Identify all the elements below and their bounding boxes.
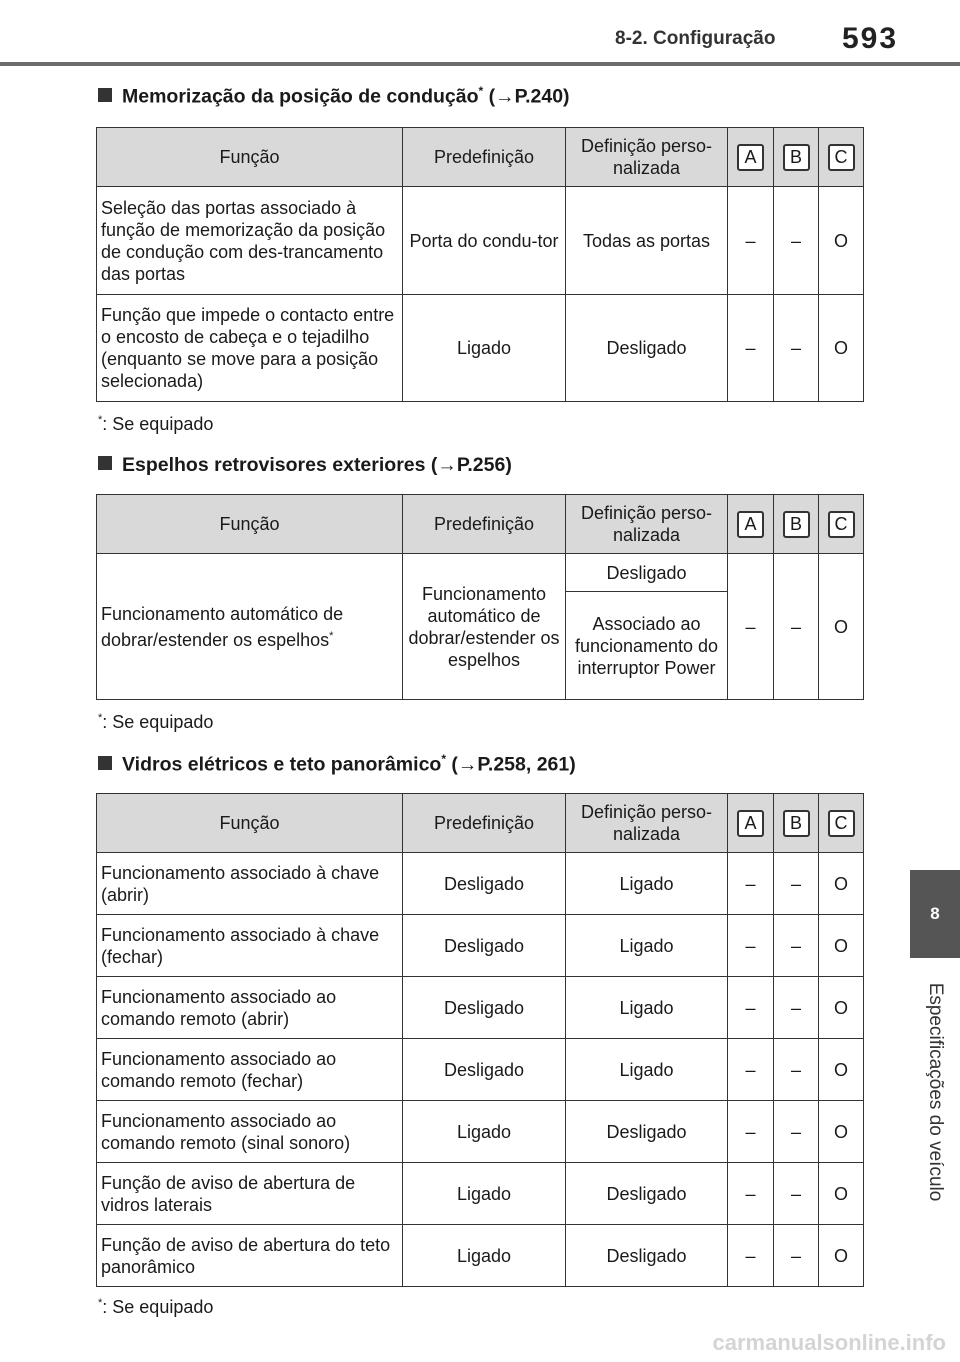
- cell-a: –: [728, 187, 774, 295]
- header-funcao: Função: [97, 794, 403, 853]
- cell-default: Ligado: [403, 1225, 566, 1287]
- header-b: [774, 794, 819, 853]
- cell-b: –: [774, 1163, 819, 1225]
- table-row: [97, 1101, 864, 1163]
- cell-a: –: [728, 977, 774, 1039]
- table-row: [97, 187, 864, 295]
- cell-a: –: [728, 915, 774, 977]
- cell-a: –: [728, 1101, 774, 1163]
- cell-b: –: [774, 853, 819, 915]
- header-c: [819, 794, 864, 853]
- chapter-tab: 8: [910, 870, 960, 958]
- key-a-badge: A: [737, 810, 764, 837]
- cell-c: O: [819, 977, 864, 1039]
- footnote: *: Se equipado: [98, 414, 214, 434]
- cell-default: Ligado: [403, 295, 566, 402]
- table-row: [97, 977, 864, 1039]
- header-predefinicao: Predefinição: [403, 495, 566, 554]
- key-c-badge: C: [828, 511, 855, 538]
- cell-custom: Desligado: [566, 1163, 728, 1225]
- cell-custom: Desligado: [566, 1101, 728, 1163]
- cell-default: Desligado: [403, 853, 566, 915]
- page-number: 593: [842, 22, 899, 55]
- table-memorizacao: [96, 127, 864, 402]
- watermark: carmanualsonline.info: [712, 1330, 946, 1355]
- square-bullet-icon: [98, 756, 112, 770]
- header-a: [728, 495, 774, 554]
- section-title-vidros: Vidros elétricos e teto panorâmico* (→P.258, 261): [98, 752, 576, 777]
- cell-custom: Ligado: [566, 1039, 728, 1101]
- header-funcao: Função: [97, 128, 403, 187]
- key-a-badge: A: [737, 144, 764, 171]
- cell-custom: Todas as portas: [566, 187, 728, 295]
- chapter-label: Especificações do veículo: [925, 982, 946, 1202]
- cell-c: O: [819, 554, 864, 700]
- cell-custom: Ligado: [566, 915, 728, 977]
- table-espelhos: [96, 494, 864, 700]
- table-row: [97, 554, 864, 592]
- cell-function: Funcionamento automático de dobrar/estender os espelhos*: [97, 554, 403, 700]
- cell-b: –: [774, 295, 819, 402]
- header-c: [819, 495, 864, 554]
- cell-default: Desligado: [403, 1039, 566, 1101]
- cell-default: Desligado: [403, 977, 566, 1039]
- header-predefinicao: Predefinição: [403, 794, 566, 853]
- cell-custom-option: Associado ao funcionamento do interruptor Power: [566, 592, 728, 700]
- cell-default: Ligado: [403, 1101, 566, 1163]
- table-row: [97, 1225, 864, 1287]
- cell-custom-option: Desligado: [566, 554, 728, 592]
- table-row: [97, 1039, 864, 1101]
- header-b: [774, 128, 819, 187]
- table-row: [97, 1163, 864, 1225]
- table-header-row: [97, 794, 864, 853]
- cell-default: Porta do condu-tor: [403, 187, 566, 295]
- cell-function: Funcionamento associado ao comando remoto (fechar): [97, 1039, 403, 1101]
- cell-b: –: [774, 554, 819, 700]
- cell-b: –: [774, 977, 819, 1039]
- cell-function: Funcionamento associado ao comando remoto (abrir): [97, 977, 403, 1039]
- key-c-badge: C: [828, 144, 855, 171]
- key-c-badge: C: [828, 810, 855, 837]
- key-b-badge: B: [783, 144, 810, 171]
- header-b: [774, 495, 819, 554]
- cell-a: –: [728, 1163, 774, 1225]
- cell-b: –: [774, 915, 819, 977]
- section-title-espelhos: Espelhos retrovisores exteriores (→P.256): [98, 454, 512, 477]
- cell-b: –: [774, 187, 819, 295]
- cell-custom: Ligado: [566, 977, 728, 1039]
- cell-a: –: [728, 853, 774, 915]
- cell-function: Funcionamento associado à chave (fechar): [97, 915, 403, 977]
- header-a: [728, 128, 774, 187]
- header-definicao: Definição perso-nalizada: [566, 128, 728, 187]
- key-b-badge: B: [783, 810, 810, 837]
- header-funcao: Função: [97, 495, 403, 554]
- cell-function: Funcionamento associado ao comando remoto (sinal sonoro): [97, 1101, 403, 1163]
- cell-custom: Desligado: [566, 1225, 728, 1287]
- header-definicao: Definição perso-nalizada: [566, 794, 728, 853]
- key-a-badge: A: [737, 511, 764, 538]
- cell-b: –: [774, 1225, 819, 1287]
- cell-c: O: [819, 853, 864, 915]
- cell-default: Funcionamento automático de dobrar/estender os espelhos: [403, 554, 566, 700]
- cell-function: Função que impede o contacto entre o encosto de cabeça e o tejadilho (enquanto se move para a posição selecionada): [97, 295, 403, 402]
- footnote: *: Se equipado: [98, 712, 214, 732]
- cell-c: O: [819, 187, 864, 295]
- key-b-badge: B: [783, 511, 810, 538]
- cell-c: O: [819, 1225, 864, 1287]
- cell-a: –: [728, 1039, 774, 1101]
- cell-custom: Desligado: [566, 295, 728, 402]
- square-bullet-icon: [98, 88, 112, 102]
- cell-function: Seleção das portas associado à função de memorização da posição de condução com des-trancamento das portas: [97, 187, 403, 295]
- header-rule: [0, 62, 960, 66]
- header-c: [819, 128, 864, 187]
- cell-function: Função de aviso de abertura do teto panorâmico: [97, 1225, 403, 1287]
- table-header-row: [97, 128, 864, 187]
- cell-c: O: [819, 1101, 864, 1163]
- cell-a: –: [728, 295, 774, 402]
- header-definicao: Definição perso-nalizada: [566, 495, 728, 554]
- footnote: *: Se equipado: [98, 1297, 214, 1317]
- cell-default: Desligado: [403, 915, 566, 977]
- cell-function: Funcionamento associado à chave (abrir): [97, 853, 403, 915]
- table-row: [97, 853, 864, 915]
- cell-c: O: [819, 1163, 864, 1225]
- table-row: [97, 915, 864, 977]
- cell-b: –: [774, 1039, 819, 1101]
- table-vidros: [96, 793, 864, 1287]
- cell-b: –: [774, 1101, 819, 1163]
- cell-custom: Ligado: [566, 853, 728, 915]
- header-a: [728, 794, 774, 853]
- cell-c: O: [819, 915, 864, 977]
- cell-default: Ligado: [403, 1163, 566, 1225]
- cell-a: –: [728, 1225, 774, 1287]
- header-predefinicao: Predefinição: [403, 128, 566, 187]
- section-header: 8-2. Configuração: [615, 28, 776, 49]
- table-row: [97, 295, 864, 402]
- cell-c: O: [819, 1039, 864, 1101]
- cell-c: O: [819, 295, 864, 402]
- section-title-memorizacao: Memorização da posição de condução* (→P.240): [98, 84, 570, 109]
- cell-function: Função de aviso de abertura de vidros laterais: [97, 1163, 403, 1225]
- table-header-row: [97, 495, 864, 554]
- cell-a: –: [728, 554, 774, 700]
- square-bullet-icon: [98, 456, 112, 470]
